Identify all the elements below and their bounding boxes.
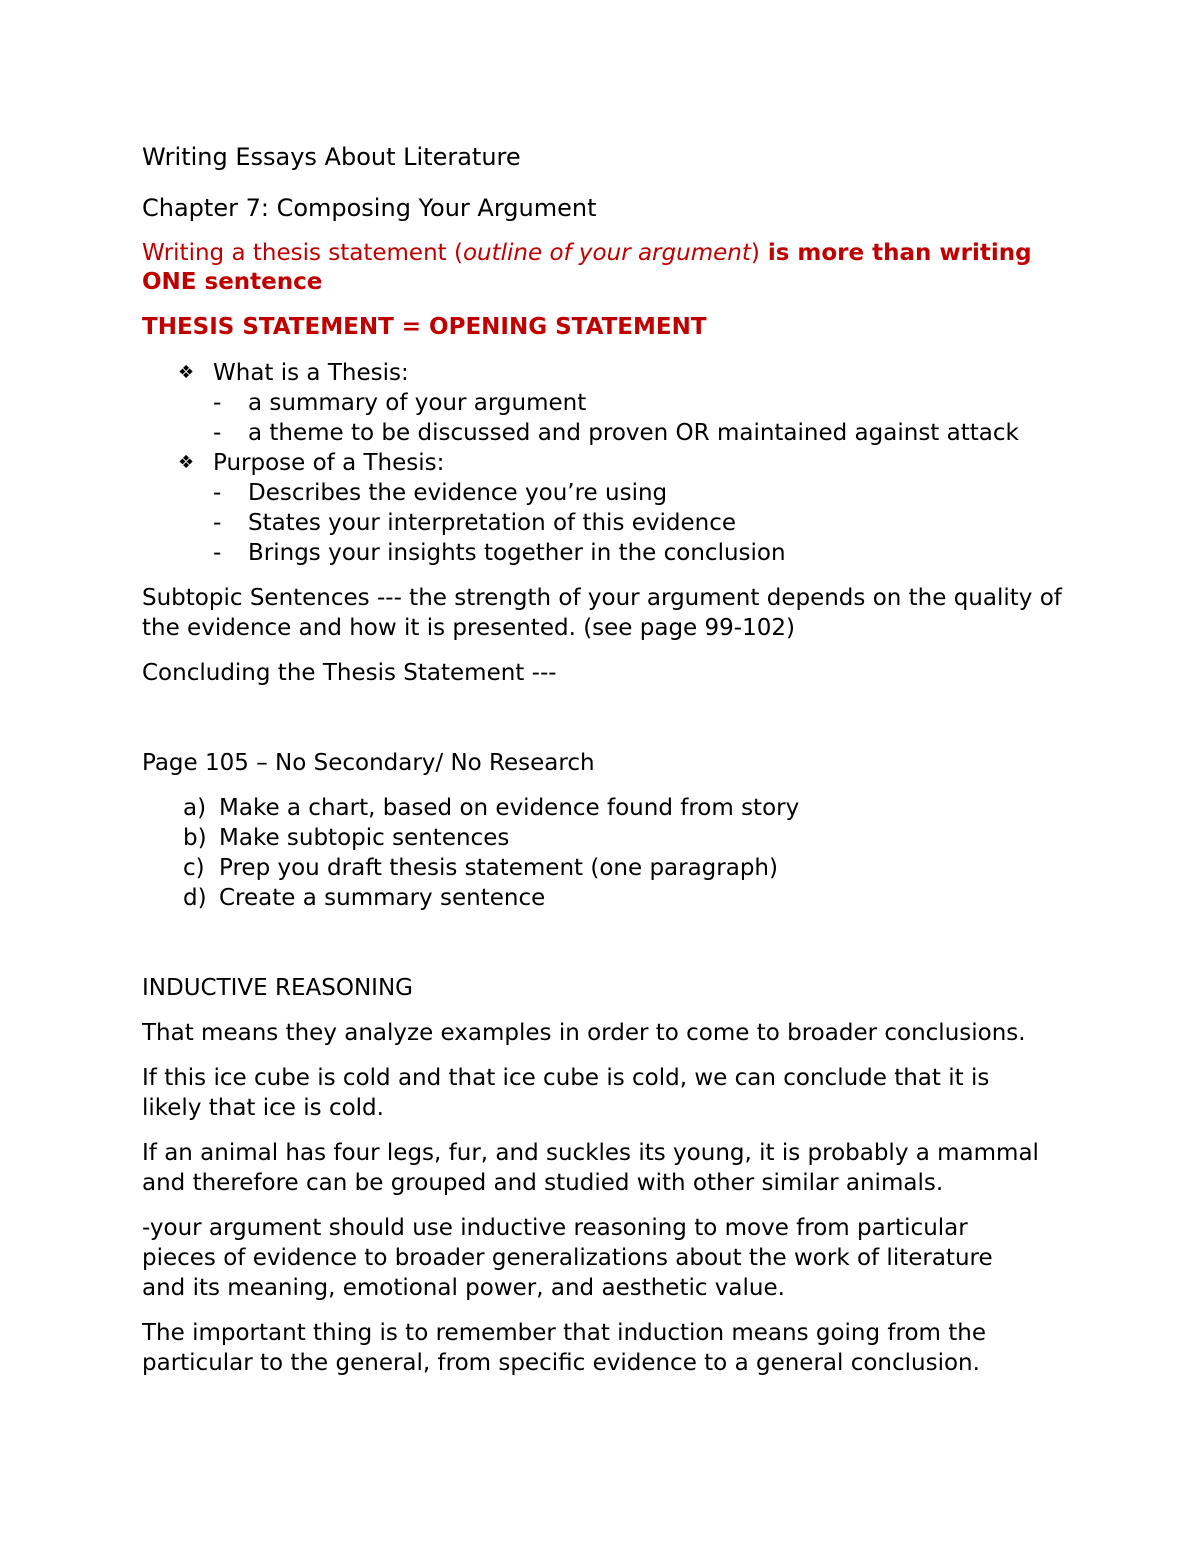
dash-marker: -	[213, 390, 222, 416]
list-item-text: Create a summary sentence	[219, 885, 546, 911]
thesis-bullet-list	[142, 358, 1072, 568]
list-item-text: a theme to be discussed and proven OR maintained against attack	[248, 420, 1019, 446]
list-item-text: Brings your insights together in the conclusion	[248, 540, 786, 566]
list-item-label: a)	[183, 795, 207, 821]
body-paragraph: If an animal has four legs, fur, and suckles its young, it is probably a mammal and therefore can be grouped and studied with other similar animals.	[142, 1140, 1039, 1196]
bullet-purpose-of-thesis	[142, 448, 1072, 568]
list-item	[142, 793, 1072, 823]
dash-marker: -	[213, 420, 222, 446]
list-item-label: c)	[183, 855, 205, 881]
bullet-label: Purpose of a Thesis:	[213, 450, 445, 476]
body-paragraph: If this ice cube is cold and that ice cube is cold, we can conclude that it is likely that ice is cold.	[142, 1065, 990, 1121]
intro-text-1: Writing a thesis statement (	[142, 240, 463, 266]
dash-marker: -	[213, 510, 222, 536]
list-item	[142, 478, 1072, 508]
thesis-heading: THESIS STATEMENT = OPENING STATEMENT	[142, 314, 707, 340]
list-item-text: Make subtopic sentences	[219, 825, 510, 851]
intro-text-3: )	[750, 240, 760, 266]
body-paragraph: That means they analyze examples in order to come to broader conclusions.	[142, 1020, 1026, 1046]
list-item-label: d)	[183, 885, 207, 911]
list-item-text: Prep you draft thesis statement (one paragraph)	[219, 855, 778, 881]
intro-text-bold: is more than writing ONE sentence	[142, 240, 1032, 295]
document-title: Writing Essays About Literature	[142, 143, 521, 171]
document-page	[142, 140, 1072, 1378]
concluding-paragraph: Concluding the Thesis Statement ---	[142, 660, 557, 686]
bullet-what-is-thesis	[142, 358, 1072, 448]
list-item-text: Describes the evidence you’re using	[248, 480, 668, 506]
chapter-heading: Chapter 7: Composing Your Argument	[142, 194, 597, 222]
inductive-reasoning-heading: INDUCTIVE REASONING	[142, 975, 413, 1001]
body-paragraph: The important thing is to remember that induction means going from the particular to the general, from specific evidence to a general conclusion.	[142, 1320, 986, 1376]
list-item-text: Make a chart, based on evidence found from story	[219, 795, 800, 821]
intro-text-italic: outline of your argument	[462, 240, 751, 266]
dash-marker: -	[213, 480, 222, 506]
body-paragraph: -your argument should use inductive reasoning to move from particular pieces of evidence to broader generalizations about the work of literature and its meaning, emotional power, and aesthetic value.	[142, 1215, 993, 1301]
list-item	[142, 538, 1072, 568]
page-105-heading: Page 105 – No Secondary/ No Research	[142, 750, 595, 776]
list-item-label: b)	[183, 825, 207, 851]
list-item	[142, 418, 1072, 448]
list-item-text: a summary of your argument	[248, 390, 587, 416]
subtopic-paragraph: Subtopic Sentences --- the strength of your argument depends on the quality of the evidence and how it is presented. (see page 99-102)	[142, 585, 1062, 641]
list-item	[142, 853, 1072, 883]
list-item	[142, 883, 1072, 913]
intro-paragraph	[142, 239, 1062, 297]
list-item	[142, 388, 1072, 418]
bullet-label: What is a Thesis:	[213, 360, 409, 386]
list-item-text: States your interpretation of this evidence	[248, 510, 737, 536]
sub-list	[213, 388, 1072, 448]
steps-list	[142, 793, 1072, 913]
list-item	[142, 508, 1072, 538]
list-item	[142, 823, 1072, 853]
sub-list	[213, 478, 1072, 568]
dash-marker: -	[213, 540, 222, 566]
diamond-bullet-icon: ❖	[178, 362, 195, 383]
diamond-bullet-icon: ❖	[178, 452, 195, 473]
